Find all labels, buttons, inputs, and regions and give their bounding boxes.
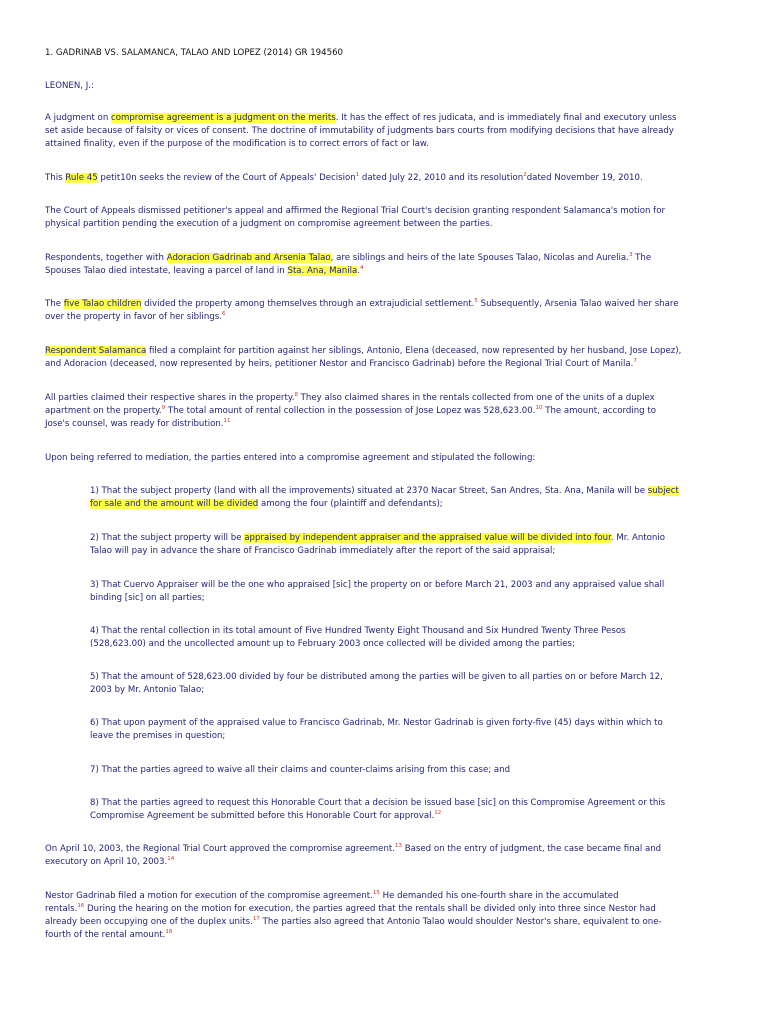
highlight: subject — [647, 486, 679, 496]
paragraph-7-line-3: Jose's counsel, was ready for distribution.$^{11}$ — [45, 418, 231, 429]
footnote-ref: 3 — [628, 252, 633, 258]
paragraph-10-line-2: rentals.$^{16}$ During the hearing on the motion for execution, the parties agreed that the rentals shall be divided only into three since Nestor had — [45, 903, 656, 914]
footnote-ref: 10 — [535, 405, 543, 411]
paragraph-7-line-2: apartment on the property.$^9$ The total amount of rental collection in the possession of Jose Lopez was 528,623.00.10 The amount, according to — [45, 405, 656, 416]
footnote-ref: 8 — [294, 392, 298, 398]
paragraph-4-line-1: Respondents, together with Adoracion Gadrinab and Arsenia Talao, are siblings and heirs of the late Spouses Talao, Nicolas and Aurelia.$^3$ The — [45, 252, 652, 263]
paragraph-5-line-1: The five Talao children divided the property among themselves through an extrajudicial settlement.$^5$ Subsequently, Arsenia Talao waived her share — [45, 298, 679, 309]
author-line: LEONEN, J.: — [45, 81, 94, 91]
paragraph-1-line-3: attained finality, even if the purpose of the modification is to correct errors of fact or law. — [45, 139, 429, 149]
item-6-line-2: leave the premises in question; — [90, 731, 226, 741]
item-8-line-2: Compromise Agreement be submitted before this Honorable Court for approval.$^{12}$ — [90, 810, 442, 821]
item-3-line-2: binding [sic] on all parties; — [90, 593, 205, 603]
item-1-line-2: for sale and the amount will be divided among the four (plaintiff and defendants); — [90, 499, 443, 509]
paragraph-10-line-1: Nestor Gadrinab filed a motion for execution of the compromise agreement.$^{15}$ He demanded his one-fourth share in the accumulated — [45, 890, 619, 901]
highlight: Adoracion Gadrinab and Arsenia Talao — [166, 253, 331, 263]
highlight: for sale and the amount will be divided — [90, 499, 259, 509]
paragraph-9-line-1: On April 10, 2003, the Regional Trial Court approved the compromise agreement.$^{13}$ Based on the entry of judgment, the case became final and — [45, 843, 662, 854]
paragraph-3-line-2: physical partition pending the execution of a judgment on compromise agreement between the parties. — [45, 219, 493, 229]
paragraph-2: This Rule 45 petit10n seeks the review of the Court of Appeals' Decision$^1$ dated July 22, 2010 and its resolution$^2$dated November 19, 2010. — [45, 172, 643, 183]
item-3-line-1: 3) That Cuervo Appraiser will be the one who appraised [sic] the property on or before March 21, 2003 and any appraised value shall — [90, 580, 665, 590]
item-4-line-1: 4) That the rental collection in its total amount of Five Hundred Twenty Eight Thousand and Six Hundred Twenty Three Pesos — [90, 626, 626, 636]
footnote-ref: 2 — [523, 172, 527, 178]
footnote-ref: 18 — [165, 929, 173, 935]
item-4-line-2: (528,623.00) and the uncollected amount up to February 2003 once collected will be divided among the parties; — [90, 639, 575, 649]
footnote-ref: 13 — [395, 843, 403, 849]
highlight: compromise agreement is a judgment on the merits — [111, 113, 336, 123]
highlight: Rule 45 — [65, 173, 98, 183]
footnote-ref: 5 — [474, 298, 478, 304]
paragraph-3-line-1: The Court of Appeals dismissed petitioner's appeal and affirmed the Regional Trial Court's decision granting respondent Salamanca's motion for — [45, 206, 665, 216]
highlight: Respondent Salamanca — [45, 346, 147, 356]
item-2-line-1: 2) That the subject property will be appraised by independent appraiser and the appraised value will be divided into four. Mr. Antonio — [90, 533, 665, 543]
footnote-ref: 16 — [77, 903, 85, 909]
footnote-ref: 1 — [355, 172, 360, 178]
footnote-ref: 14 — [167, 856, 175, 862]
footnote-ref: 15 — [372, 890, 380, 896]
item-5-line-1: 5) That the amount of 528,623.00 divided by four be distributed among the parties will be given to all parties on or before March 12, — [90, 672, 663, 682]
paragraph-1-line-2: set aside because of falsity or vices of consent. The doctrine of immutability of judgments bars courts from modifying decisions that have already — [45, 126, 674, 136]
highlight: Sta. Ana, Manila — [287, 266, 358, 276]
footnote-ref: 6 — [221, 311, 226, 317]
footnote-ref: 9 — [161, 405, 166, 411]
item-2-line-2: Talao will pay in advance the share of Francisco Gadrinab immediately after the report of the said appraisal; — [90, 546, 556, 556]
paragraph-6-line-1: Respondent Salamanca filed a complaint for partition against her siblings, Antonio, Elena (deceased, now represented by her husband, Jose Lopez), — [45, 346, 682, 356]
paragraph-8: Upon being referred to mediation, the parties entered into a compromise agreement and stipulated the following: — [45, 453, 536, 463]
highlight: appraised by independent appraiser and the appraised value will be divided into four — [244, 533, 611, 543]
item-1-line-1: 1) That the subject property (land with all the improvements) situated at 2370 Nacar Street, San Andres, Sta. Ana, Manila will be subject — [90, 486, 679, 496]
paragraph-10-line-4: fourth of the rental amount.$^{18}$ — [45, 929, 173, 940]
item-6-line-1: 6) That upon payment of the appraised value to Francisco Gadrinab, Mr. Nestor Gadrinab is given forty-five (45) days within which to — [90, 718, 663, 728]
item-5-line-2: 2003 by Mr. Antonio Talao; — [90, 685, 205, 695]
footnote-ref: 11 — [223, 418, 231, 424]
item-7: 7) That the parties agreed to waive all their claims and counter-claims arising from this case; and — [90, 765, 511, 775]
paragraph-6-line-2: and Adoracion (deceased, now represented by heirs, petitioner Nestor and Francisco Gadrinab) before the Regional Trial Court of Manila.$^7$ — [45, 358, 637, 369]
case-title: 1. GADRINAB VS. SALAMANCA, TALAO AND LOPEZ (2014) GR 194560 — [45, 48, 344, 58]
highlight: five Talao children — [63, 299, 142, 309]
footnote-ref: 12 — [434, 810, 442, 816]
paragraph-9-line-2: executory on April 10, 2003.14 — [45, 856, 175, 867]
paragraph-1-line-1: A judgment on compromise agreement is a judgment on the merits. It has the effect of res judicata, and is immediately final and executory unless — [45, 113, 677, 123]
footnote-ref: 17 — [252, 916, 260, 922]
item-8-line-1: 8) That the parties agreed to request this Honorable Court that a decision be issued base [sic] on this Compromise Agreement or this — [90, 798, 666, 808]
footnote-ref: 4 — [360, 265, 364, 271]
paragraph-7-line-1: All parties claimed their respective shares in the property.$^8$ They also claimed shares in the rentals collected from one of the units of a duplex — [45, 392, 655, 403]
footnote-ref: 7 — [633, 358, 637, 364]
paragraph-10-line-3: already been occupying one of the duplex units.$^{17}$ The parties also agreed that Antonio Talao would shoulder Nestor's share, equivalent to one- — [45, 916, 662, 927]
paragraph-5-line-2: over the property in favor of her siblings.$^6$ — [45, 311, 226, 322]
paragraph-4-line-2: Spouses Talao died intestate, leaving a parcel of land in Sta. Ana, Manila.$^4$ — [45, 265, 364, 276]
